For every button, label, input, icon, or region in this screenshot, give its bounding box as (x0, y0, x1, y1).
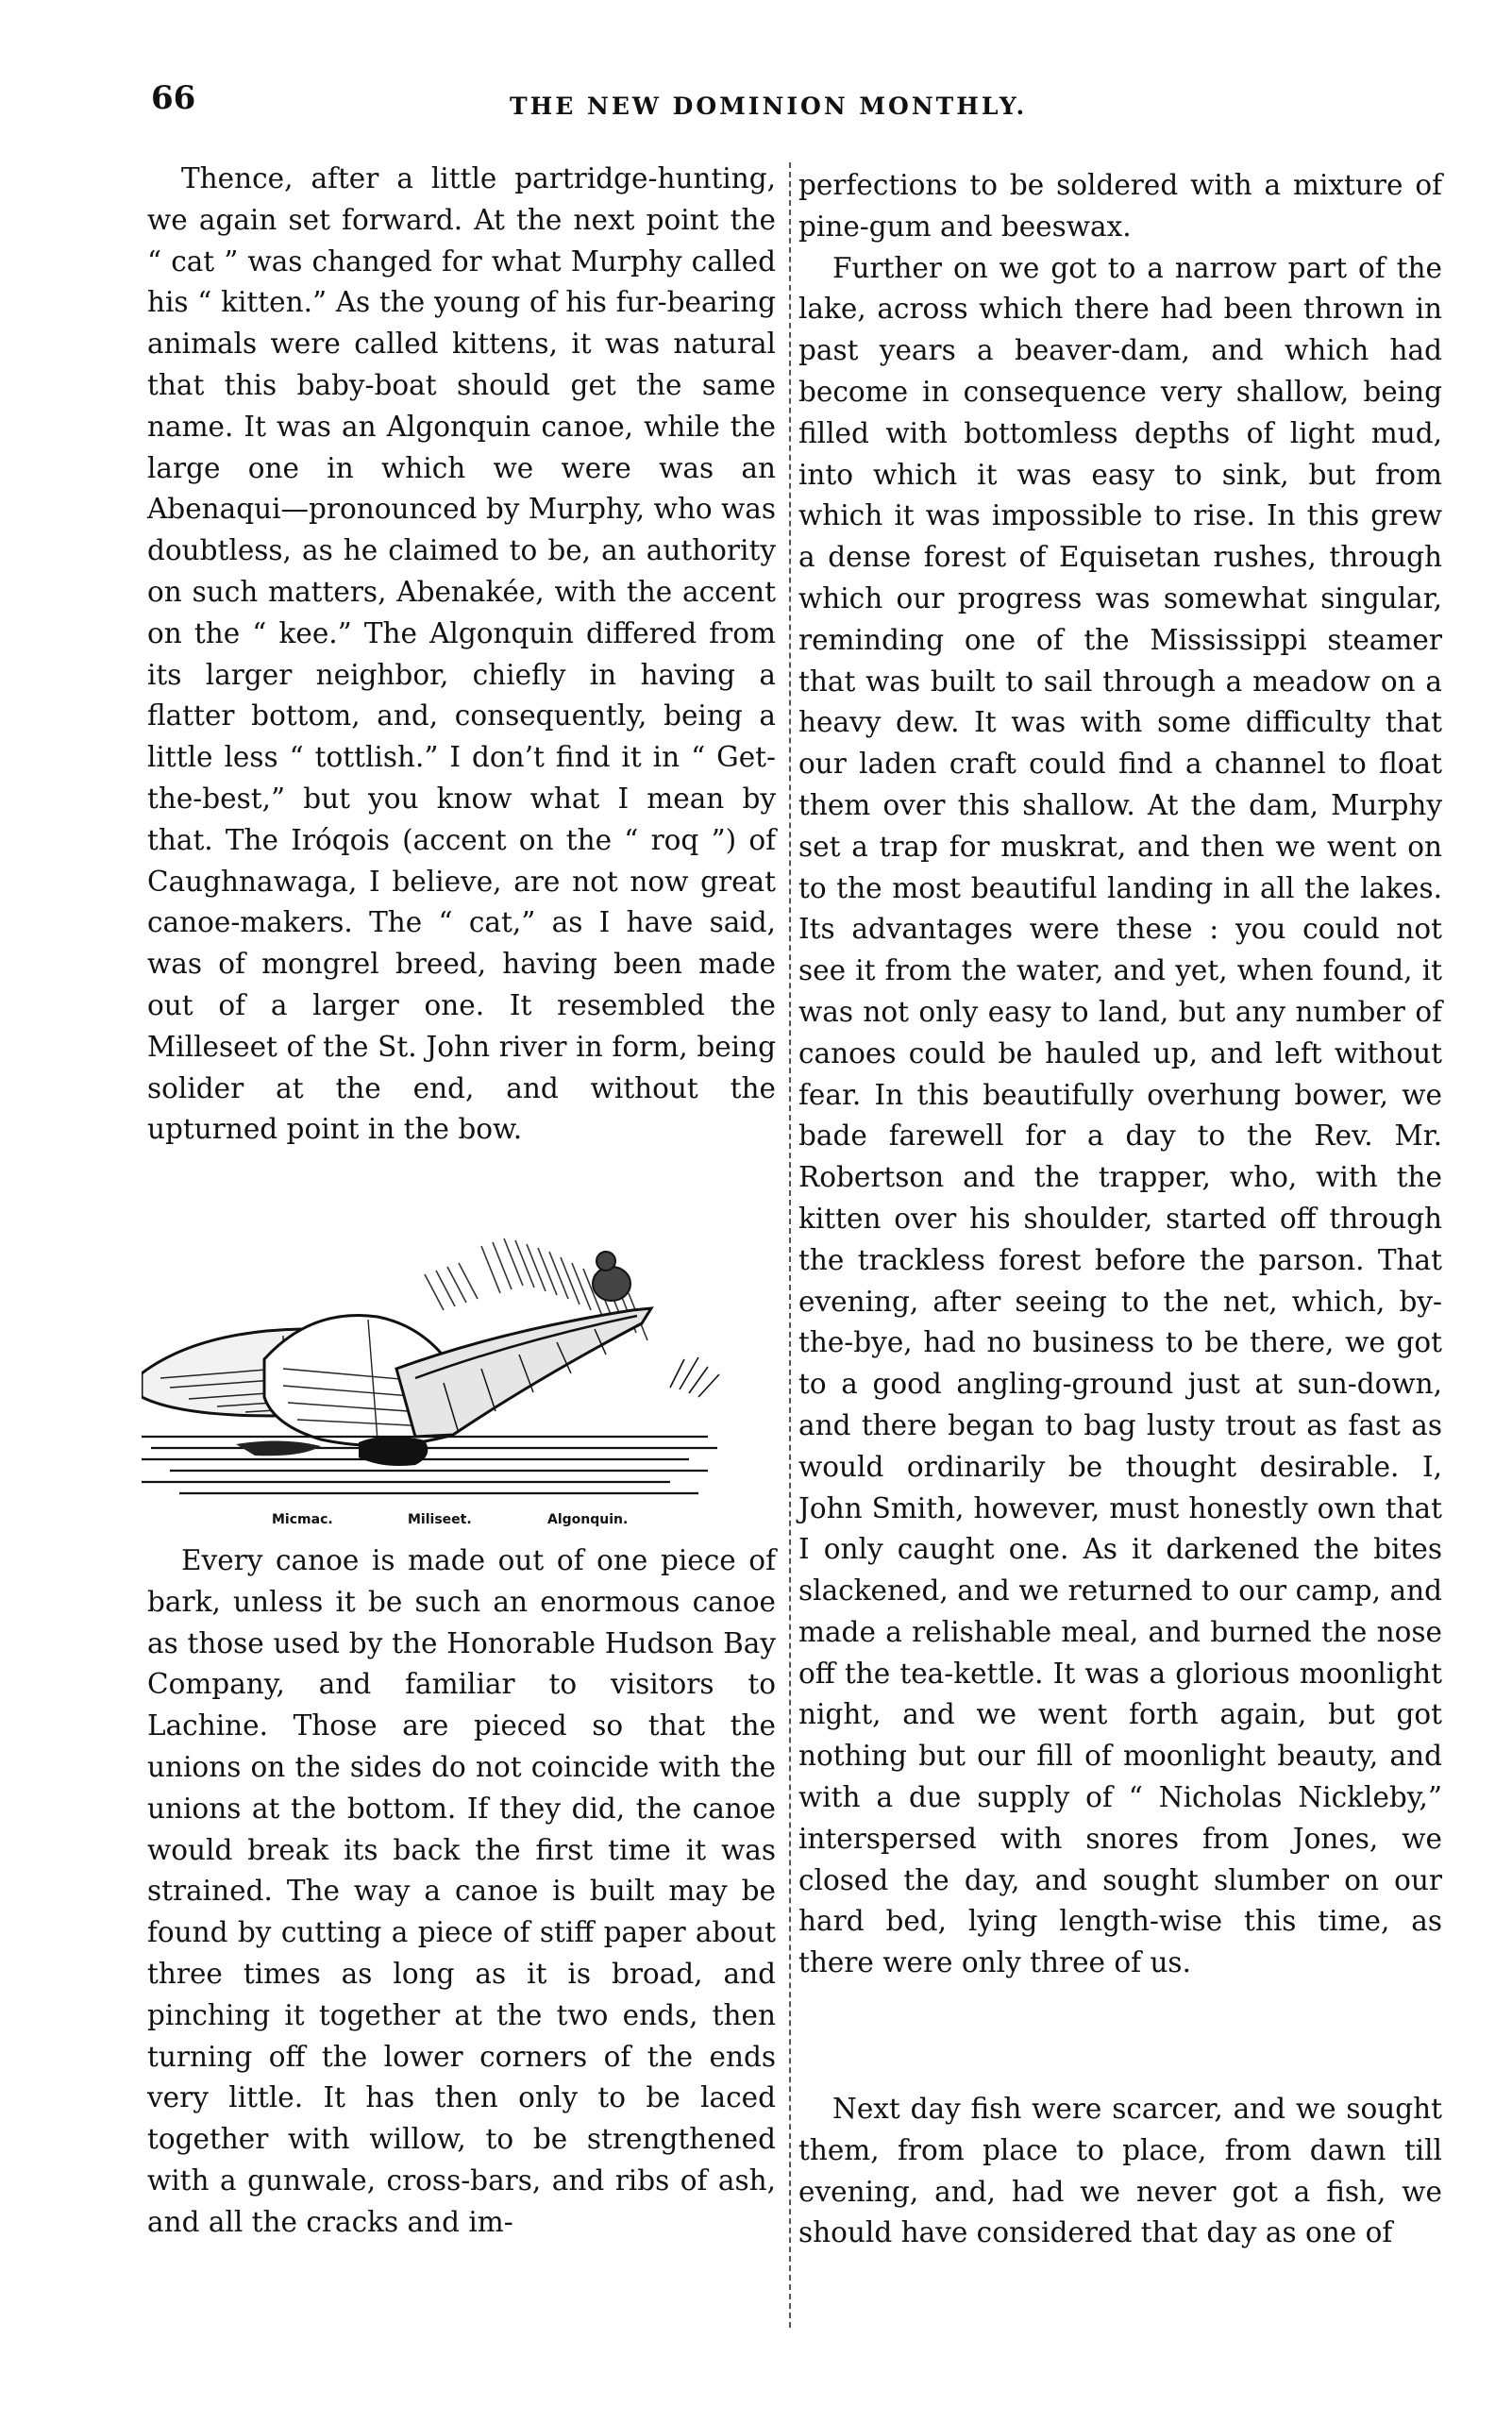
canoe-engraving-icon (142, 1218, 776, 1539)
right-paragraph-3: Next day fish were scarcer, and we sought them, from place to place, from dawn till evening, and, had we never got a fish, we should have considered that day as one of (798, 2093, 1442, 2249)
left-paragraph-2: Every canoe is made out of one piece of bark, unless it be such an enormous canoe as those used by the Honorable Hudson Bay Company, and familiar to visitors to Lachine. Those are pieced so that the unions on the sides do not coincide with the unions at the bottom. If they did, the canoe would break its back the first time it was strained. The way a canoe is built may be found by cutting a piece of stiff paper about three times as long as it is broad, and pinching it together at the two ends, then turning off the lower corners of the ends very little. It has then only to be laced together with willow, to be strengthened with a gunwale, cross-bars, and ribs of ash, and all the cracks and im- (147, 1544, 776, 2238)
right-column-upper (798, 165, 1442, 1984)
canoe-illustration (142, 1218, 776, 1539)
page-number: 66 (151, 79, 196, 117)
running-title: THE NEW DOMINION MONTHLY. (510, 93, 1028, 120)
caption-algonquin: Algonquin. (547, 1512, 629, 1527)
left-paragraph-1: Thence, after a little partridge-hunting, we again set forward. At the next point the “ cat ” was changed for what Murphy called his “ kitten.” As the young of his fur-bearing animals were called kittens, it was natural that this baby-boat should get the same name. It was an Algonquin canoe, while the large one in which we were was an Abenaqui—pronounced by Murphy, who was doubtless, as he claimed to be, an authority on such matters, Abenakée, with the accent on the “ kee.” The Algonquin differed from its larger neighbor, chiefly in having a flatter bottom, and, consequently, being a little less “ tottlish.” I don’t find it in “ Get-the-best,” but you know what I mean by that. The Iróqois (accent on the “ roq ”) of Caughnawaga, I believe, are not now great canoe-makers. The “ cat,” as I have said, was of mongrel breed, having been made out of a larger one. It resembled the Milleseet of the St. John river in form, being solider at the end, and without the upturned point in the bow. (147, 162, 776, 1146)
right-paragraph-1: perfections to be soldered with a mixture of pine-gum and beeswax. (798, 169, 1442, 243)
caption-miliseet: Miliseet. (408, 1512, 472, 1527)
caption-micmac: Micmac. (272, 1512, 333, 1527)
right-paragraph-2: Further on we got to a narrow part of the lake, across which there had been thrown in past years a beaver-dam, and which had become in consequence very shallow, being filled with bottomless depths of light mud, into which it was easy to sink, but from which it was impossible to rise. In this grew a dense forest of Equisetan rushes, through which our progress was somewhat singular, reminding one of the Mississippi steamer that was built to sail through a meadow on a heavy dew. It was with some difficulty that our laden craft could find a channel to float them over this shallow. At the dam, Murphy set a trap for muskrat, and then we went on to the most beautiful landing in all the lakes. Its advantages were these : you could not see it from the water, and yet, when found, it was not only easy to land, but any number of canoes could be hauled up, and left without fear. In this beautifully overhung bower, we bade farewell for a day to the Rev. Mr. Robertson and the trapper, who, with the kitten over his shoulder, started off through the trackless forest before the parson. That evening, after seeing to the net, which, by-the-bye, had no business to be there, we got to a good angling-ground just at sun-down, and there began to bag lusty trout as fast as would ordinarily be thought desirable. I, John Smith, however, must honestly own that I only caught one. As it darkened the bites slackened, and we returned to our camp, and made a relishable meal, and burned the nose off the tea-kettle. It was a glorious moonlight night, and we went forth again, but got nothing but our fill of moonlight beauty, and with a due supply of “ Nicholas Nickleby,” interspersed with snores from Jones, we closed the day, and sought slumber on our hard bed, lying length-wise this time, as there were only three of us. (798, 251, 1442, 1979)
column-divider (789, 162, 791, 2328)
